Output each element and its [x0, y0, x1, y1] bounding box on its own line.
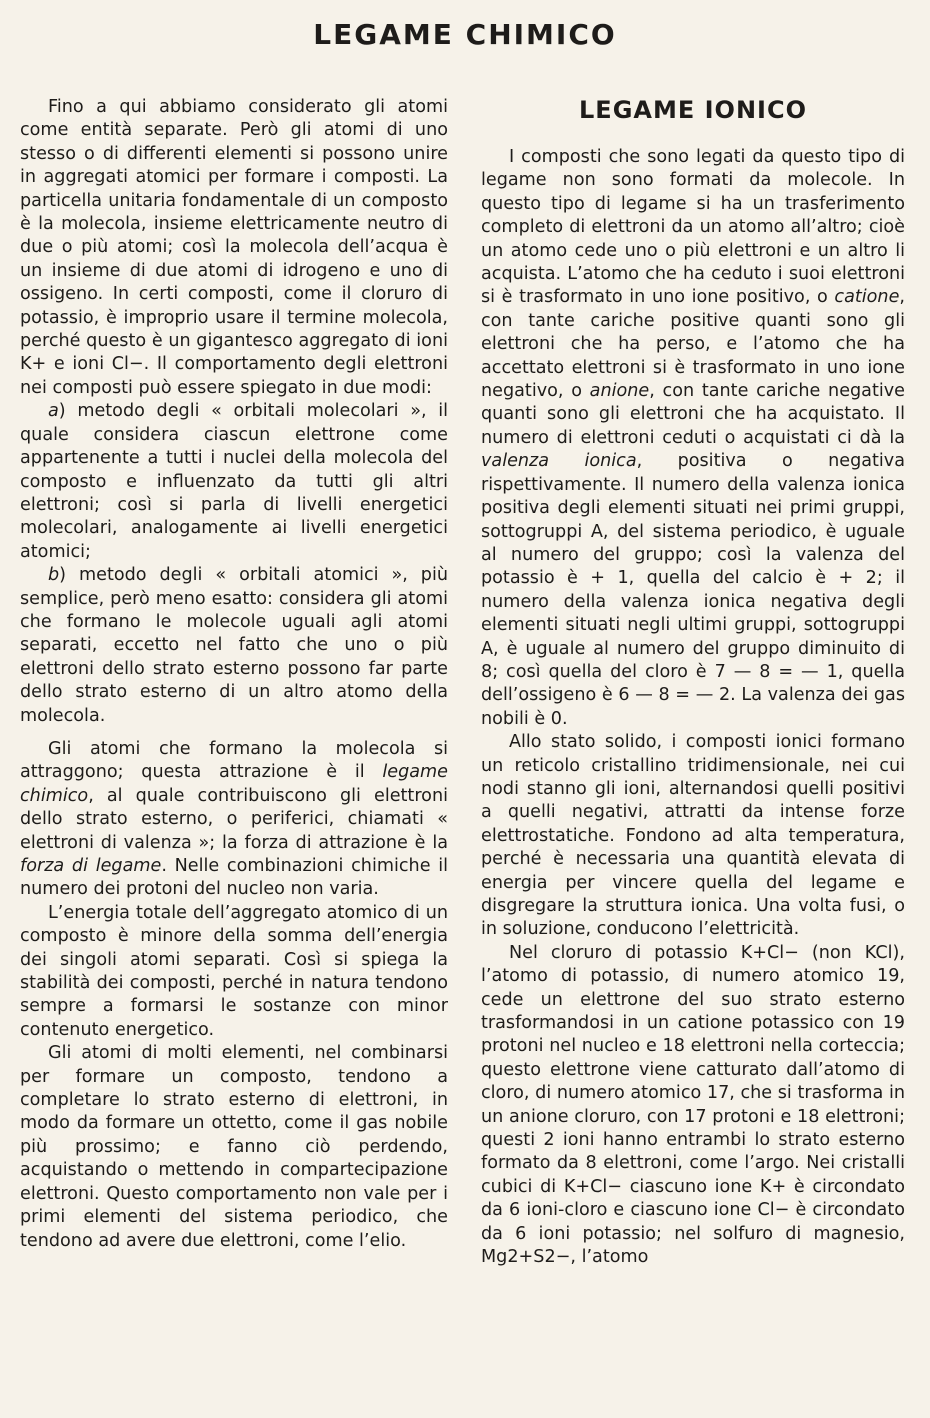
solid-state-paragraph: Allo stato solido, i composti ionici formano un reticolo cristallino tridimensionale, nei cui nodi stanno gli ioni, alternandosi quelli positivi a quelli negativi, attratti da intense forze elettrostatiche. Fondono ad alta temperatura, perché è necessaria una quantità elevata di energia per vincere quella del legame e disgregare la struttura ionica. Una volta fusi, o in soluzione, conducono l’elettricità.	[481, 732, 905, 940]
method-b-text: ) metodo degli « orbitali atomici », più semplice, però meno esatto: considera gli atomi che formano le molecole uguali agli atomi separati, eccetto nel fatto che uno o più elettroni dello strato esterno possono far parte dello strato esterno di un altro atomo della molecola.	[20, 565, 448, 726]
method-a-paragraph	[20, 400, 448, 564]
term-legame-chimico: legame chimico	[20, 762, 448, 806]
text-span: I composti che sono legati da questo tipo di legame non sono formati da molecole. In questo tipo di legame si ha un trasferimento completo di elettroni da un atomo all’altro; cioè un atomo cede uno o più elettroni e un altro li acquista. L’atomo che ha ceduto i suoi elettroni si è trasformato in uno ione positivo, o	[481, 147, 905, 308]
potassium-chloride-paragraph: Nel cloruro di potassio K+Cl− (non KCl), l’atomo di potassio, di numero atomico 19, cede un elettrone del suo strato esterno trasformandosi in un catione potassico con 19 protoni nel nucleo e 18 elettroni nella corteccia; questo elettrone viene catturato dall’atomo di cloro, di numero atomico 17, che si trasforma in un anione cloruro, con 17 protoni e 18 elettroni; questi 2 ioni hanno entrambi lo strato esterno formato da 8 elettroni, come l’argo. Nei cristalli cubici di K+Cl− ciascuno ione K+ è circondato da 6 ioni-cloro e ciascuno ione Cl− è circondato da 6 ioni potassio; nel solfuro di magnesio, Mg2+S2−, l’atomo	[481, 942, 905, 1268]
term-catione: catione	[834, 287, 900, 308]
left-column	[20, 96, 448, 1253]
term-forza-di-legame: forza di legame	[20, 856, 162, 876]
method-a-letter: a	[48, 401, 59, 422]
right-column	[481, 96, 905, 1270]
text-span: . Nelle combinazioni chimiche il numero dei protoni del nucleo non varia.	[20, 856, 449, 900]
octet-paragraph: Gli atomi di molti elementi, nel combinarsi per formare un composto, tendono a completare lo strato esterno di elettroni, in modo da formare un ottetto, come il gas nobile più prossimo; e fanno ciò perdendo, acquistando o mettendo in compartecipazione elettroni. Questo comportamento non vale per i primi elementi del sistema periodico, che tendono ad avere due elettroni, come l’elio.	[20, 1043, 448, 1251]
method-b-paragraph	[20, 564, 448, 728]
method-a-text: ) metodo degli « orbitali molecolari », il quale considera ciascun elettrone come appartenente a tutti i nuclei della molecola del composto e influenzato da tutti gli altri elettroni; così si parla di livelli energetici molecolari, analogamente ai livelli energetici atomici;	[20, 401, 448, 562]
page-title: LEGAME CHIMICO	[313, 18, 617, 51]
method-b-letter: b	[48, 565, 60, 586]
text-span: , al quale contribuiscono gli elettroni dello strato esterno, o periferici, chiamati « elettroni di valenza »; la forza di attrazione è la	[20, 785, 448, 853]
text-span: , con tante cariche negative quanti sono gli elettroni che ha acquistato. Il numero di elettroni ceduti o acquistati ci dà la	[481, 381, 905, 448]
section-heading-legame-ionico: LEGAME IONICO	[579, 96, 807, 124]
term-valenza-ionica: valenza ionica	[481, 451, 637, 472]
term-anione: anione	[589, 381, 650, 402]
ionic-bond-paragraph	[481, 146, 905, 731]
text-span: , con tante cariche positive quanti sono gli elettroni che ha perso, e l’atomo che ha accettato elettroni si è trasformato in uno ione negativo, o	[481, 287, 905, 402]
energy-paragraph: L’energia totale dell’aggregato atomico di un composto è minore della somma dell’energia dei singoli atomi separati. Così si spiega la stabilità dei composti, perché in natura tendono sempre a formarsi le sostanze con minor contenuto energetico.	[20, 902, 448, 1040]
text-span: , positiva o negativa rispettivamente. Il numero della valenza ionica positiva degli elementi situati nei primi gruppi, sottogruppi A, del sistema periodico, è uguale al numero del gruppo; così la valenza del potassio è + 1, quella del calcio è + 2; il numero della valenza ionica negativa degli elementi situati negli ultimi gruppi, sottogruppi A, è uguale al numero del gruppo diminuito di 8; così quella del cloro è 7 — 8 = — 1, quella dell’ossigeno è 6 — 8 = — 2. La valenza dei gas nobili è 0.	[481, 451, 905, 729]
text-span: Gli atomi che formano la molecola si attraggono; questa attrazione è il	[20, 738, 448, 783]
chemical-bond-paragraph	[20, 738, 448, 902]
intro-paragraph: Fino a qui abbiamo considerato gli atomi come entità separate. Però gli atomi di uno stesso o di differenti elementi si possono unire in aggregati atomici per formare i composti. La particella unitaria fondamentale di un composto è la molecola, insieme elettricamente neutro di due o più atomi; così la molecola dell’acqua è un insieme di due atomi di idrogeno e uno di ossigeno. In certi composti, come il cloruro di potassio, è improprio usare il termine molecola, perché questo è un gigantesco aggregato di ioni K+ e ioni Cl−. Il comportamento degli elettroni nei composti può essere spiegato in due modi:	[20, 97, 448, 398]
